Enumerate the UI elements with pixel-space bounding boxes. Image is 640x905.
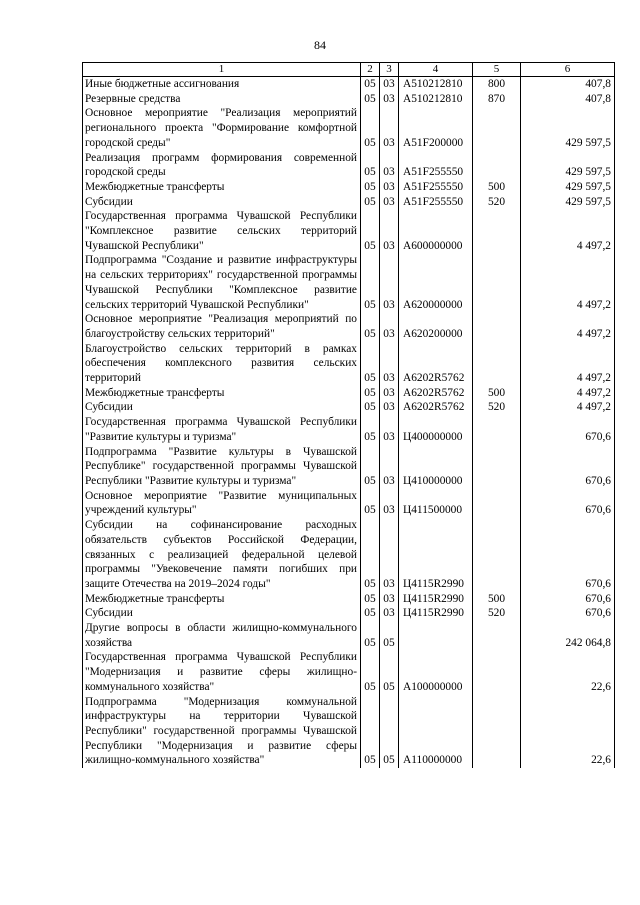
header-col-5: 5 xyxy=(473,63,521,77)
row-expense-type xyxy=(473,415,521,444)
row-amount: 4 497,2 xyxy=(521,386,615,401)
header-col-3: 3 xyxy=(380,63,399,77)
row-amount: 407,8 xyxy=(521,77,615,92)
table-row xyxy=(83,386,615,401)
table-row xyxy=(83,151,615,180)
row-target-code: А51F255550 xyxy=(399,195,473,210)
row-name: Резервные средства xyxy=(83,92,361,107)
row-section: 05 xyxy=(361,151,380,180)
row-amount: 407,8 xyxy=(521,92,615,107)
row-subsection: 03 xyxy=(380,606,399,621)
table-row xyxy=(83,489,615,518)
row-target-code: Ц4115R2990 xyxy=(399,606,473,621)
row-name: Благоустройство сельских территорий в рамках обеспечения комплексного развития сельских территорий xyxy=(83,342,361,386)
row-target-code: А6202R5762 xyxy=(399,386,473,401)
row-subsection: 03 xyxy=(380,518,399,592)
row-section: 05 xyxy=(361,695,380,769)
row-expense-type xyxy=(473,518,521,592)
row-section: 05 xyxy=(361,518,380,592)
row-name: Основное мероприятие "Реализация мероприятий регионального проекта "Формирование комфортной городской среды" xyxy=(83,106,361,150)
row-expense-type: 520 xyxy=(473,606,521,621)
row-subsection: 03 xyxy=(380,386,399,401)
page-number: 84 xyxy=(314,38,326,52)
table-row xyxy=(83,518,615,592)
table-row xyxy=(83,342,615,386)
row-section: 05 xyxy=(361,92,380,107)
table-row xyxy=(83,606,615,621)
row-subsection: 03 xyxy=(380,92,399,107)
row-expense-type xyxy=(473,342,521,386)
row-target-code: А51F200000 xyxy=(399,106,473,150)
header-col-1: 1 xyxy=(83,63,361,77)
row-subsection: 03 xyxy=(380,195,399,210)
row-expense-type xyxy=(473,695,521,769)
row-subsection: 03 xyxy=(380,489,399,518)
row-name: Иные бюджетные ассигнования xyxy=(83,77,361,92)
row-target-code: А6202R5762 xyxy=(399,342,473,386)
row-target-code: А51F255550 xyxy=(399,151,473,180)
row-section: 05 xyxy=(361,209,380,253)
table-header-row xyxy=(83,63,615,77)
row-name: Другие вопросы в области жилищно-коммунального хозяйства xyxy=(83,621,361,650)
row-subsection: 03 xyxy=(380,445,399,489)
row-target-code: А110000000 xyxy=(399,695,473,769)
row-amount: 4 497,2 xyxy=(521,342,615,386)
row-expense-type: 520 xyxy=(473,195,521,210)
table-row xyxy=(83,695,615,769)
row-name: Субсидии xyxy=(83,606,361,621)
row-amount: 670,6 xyxy=(521,489,615,518)
table-row xyxy=(83,106,615,150)
row-subsection: 03 xyxy=(380,592,399,607)
table-row xyxy=(83,445,615,489)
row-section: 05 xyxy=(361,180,380,195)
table-row xyxy=(83,621,615,650)
row-target-code: Ц400000000 xyxy=(399,415,473,444)
table-row xyxy=(83,92,615,107)
row-target-code: А51F255550 xyxy=(399,180,473,195)
row-section: 05 xyxy=(361,195,380,210)
table-row xyxy=(83,400,615,415)
row-amount: 429 597,5 xyxy=(521,151,615,180)
row-amount: 670,6 xyxy=(521,592,615,607)
row-section: 05 xyxy=(361,415,380,444)
row-target-code xyxy=(399,621,473,650)
row-expense-type: 500 xyxy=(473,386,521,401)
table-row xyxy=(83,312,615,341)
row-name: Подпрограмма "Создание и развитие инфраструктуры на сельских территориях" государственной программы Чувашской Республики "Комплексное развитие сельских территорий Чувашской Республики" xyxy=(83,253,361,312)
row-section: 05 xyxy=(361,445,380,489)
table-row xyxy=(83,77,615,92)
row-name: Основное мероприятие "Реализация мероприятий по благоустройству сельских территорий" xyxy=(83,312,361,341)
row-section: 05 xyxy=(361,592,380,607)
row-section: 05 xyxy=(361,106,380,150)
row-expense-type: 870 xyxy=(473,92,521,107)
header-col-4: 4 xyxy=(399,63,473,77)
table-row xyxy=(83,650,615,694)
row-target-code: А6202R5762 xyxy=(399,400,473,415)
row-name: Субсидии xyxy=(83,195,361,210)
table-row xyxy=(83,180,615,195)
row-target-code: Ц4115R2990 xyxy=(399,592,473,607)
row-expense-type xyxy=(473,312,521,341)
row-expense-type xyxy=(473,621,521,650)
row-name: Субсидии на софинансирование расходных обязательств субъектов Российской Федерации, связанных с реализацией федеральной целевой программы "Увековечение памяти погибших при защите Отечества на 2019–2024 годы" xyxy=(83,518,361,592)
row-target-code: А100000000 xyxy=(399,650,473,694)
row-target-code: А620200000 xyxy=(399,312,473,341)
row-subsection: 03 xyxy=(380,312,399,341)
row-section: 05 xyxy=(361,312,380,341)
row-section: 05 xyxy=(361,489,380,518)
row-amount: 4 497,2 xyxy=(521,209,615,253)
row-section: 05 xyxy=(361,77,380,92)
row-amount: 670,6 xyxy=(521,518,615,592)
row-amount: 4 497,2 xyxy=(521,312,615,341)
row-expense-type: 800 xyxy=(473,77,521,92)
table-row xyxy=(83,592,615,607)
budget-table xyxy=(82,62,615,768)
row-expense-type: 500 xyxy=(473,592,521,607)
row-subsection: 05 xyxy=(380,650,399,694)
row-name: Подпрограмма "Модернизация коммунальной инфраструктуры на территории Чувашской Республики" государственной программы Чувашской Республики "Модернизация и развитие сферы жилищно-коммунального хозяйства" xyxy=(83,695,361,769)
row-expense-type xyxy=(473,253,521,312)
row-expense-type: 520 xyxy=(473,400,521,415)
row-name: Субсидии xyxy=(83,400,361,415)
row-expense-type: 500 xyxy=(473,180,521,195)
header-col-6: 6 xyxy=(521,63,615,77)
row-name: Государственная программа Чувашской Республики "Развитие культуры и туризма" xyxy=(83,415,361,444)
row-target-code: А510212810 xyxy=(399,77,473,92)
table-row xyxy=(83,209,615,253)
row-section: 05 xyxy=(361,253,380,312)
row-name: Межбюджетные трансферты xyxy=(83,386,361,401)
row-subsection: 03 xyxy=(380,342,399,386)
row-expense-type xyxy=(473,445,521,489)
row-amount: 4 497,2 xyxy=(521,400,615,415)
row-section: 05 xyxy=(361,650,380,694)
row-target-code: Ц411500000 xyxy=(399,489,473,518)
row-name: Подпрограмма "Развитие культуры в Чувашской Республике" государственной программы Чувашской Республики "Развитие культуры и туризма" xyxy=(83,445,361,489)
row-name: Государственная программа Чувашской Республики "Модернизация и развитие сферы жилищно-коммунального хозяйства" xyxy=(83,650,361,694)
row-expense-type xyxy=(473,650,521,694)
row-name: Реализация программ формирования современной городской среды xyxy=(83,151,361,180)
row-target-code: Ц4115R2990 xyxy=(399,518,473,592)
row-amount: 670,6 xyxy=(521,606,615,621)
row-name: Межбюджетные трансферты xyxy=(83,592,361,607)
row-subsection: 03 xyxy=(380,106,399,150)
row-subsection: 03 xyxy=(380,209,399,253)
row-amount: 429 597,5 xyxy=(521,180,615,195)
row-amount: 670,6 xyxy=(521,445,615,489)
row-name: Государственная программа Чувашской Республики "Комплексное развитие сельских территорий Чувашской Республики" xyxy=(83,209,361,253)
row-target-code: А600000000 xyxy=(399,209,473,253)
row-subsection: 03 xyxy=(380,77,399,92)
row-amount: 22,6 xyxy=(521,650,615,694)
row-subsection: 03 xyxy=(380,253,399,312)
row-amount: 4 497,2 xyxy=(521,253,615,312)
row-expense-type xyxy=(473,106,521,150)
row-subsection: 05 xyxy=(380,621,399,650)
row-section: 05 xyxy=(361,606,380,621)
row-subsection: 03 xyxy=(380,180,399,195)
row-target-code: А620000000 xyxy=(399,253,473,312)
row-expense-type xyxy=(473,209,521,253)
row-name: Межбюджетные трансферты xyxy=(83,180,361,195)
table-row xyxy=(83,253,615,312)
row-section: 05 xyxy=(361,386,380,401)
row-section: 05 xyxy=(361,621,380,650)
row-subsection: 03 xyxy=(380,415,399,444)
row-expense-type xyxy=(473,489,521,518)
row-target-code: Ц410000000 xyxy=(399,445,473,489)
row-subsection: 03 xyxy=(380,400,399,415)
row-target-code: А510212810 xyxy=(399,92,473,107)
row-amount: 242 064,8 xyxy=(521,621,615,650)
row-amount: 429 597,5 xyxy=(521,106,615,150)
header-col-2: 2 xyxy=(361,63,380,77)
row-expense-type xyxy=(473,151,521,180)
row-section: 05 xyxy=(361,400,380,415)
table-row xyxy=(83,415,615,444)
row-amount: 670,6 xyxy=(521,415,615,444)
row-subsection: 03 xyxy=(380,151,399,180)
row-section: 05 xyxy=(361,342,380,386)
table-row xyxy=(83,195,615,210)
row-amount: 22,6 xyxy=(521,695,615,769)
row-subsection: 05 xyxy=(380,695,399,769)
row-amount: 429 597,5 xyxy=(521,195,615,210)
row-name: Основное мероприятие "Развитие муниципальных учреждений культуры" xyxy=(83,489,361,518)
